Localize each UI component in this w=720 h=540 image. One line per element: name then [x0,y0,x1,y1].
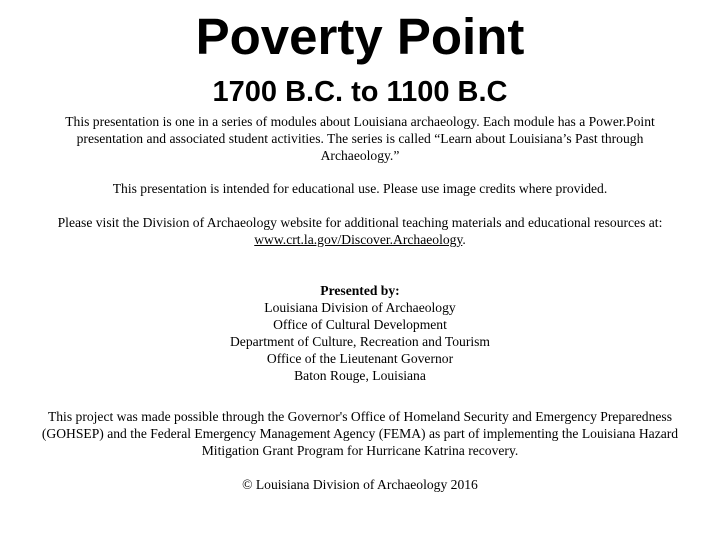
copyright-notice: © Louisiana Division of Archaeology 2016 [242,477,478,492]
website-note-text: Please visit the Division of Archaeology website for additional teaching materials and educational resources at: [57,215,663,230]
website-link[interactable]: www.crt.la.gov/Discover.Archaeology [254,232,463,247]
slide-subtitle: 1700 B.C. to 1100 B.C [212,76,508,108]
presented-by-label: Presented by: [320,283,400,298]
usage-note: This presentation is intended for educational use. Please use image credits where provided. [112,181,608,196]
presented-by-block [40,282,680,384]
slide-title: Poverty Point [195,8,525,65]
presenter-line: Baton Rouge, Louisiana [294,368,426,383]
funding-note: This project was made possible through the Governor's Office of Homeland Security and Emergency Preparedness (GOHSEP) and the Federal Emergency Management Agency (FEMA) as part of implementing the Louisiana Hazard Mitigation Grant Program for Hurricane Katrina recovery. [41,409,679,458]
presenter-line: Louisiana Division of Archaeology [264,300,456,315]
presenter-line: Department of Culture, Recreation and Tourism [229,334,491,349]
website-link-period: . [462,232,466,247]
website-note [40,214,680,248]
intro-paragraph: This presentation is one in a series of modules about Louisiana archaeology. Each module has a Power.Point presentation and associated student activities. The series is called “Learn about Louisiana’s Past through Archaeology.” [65,114,655,163]
presenter-line: Office of Cultural Development [273,317,447,332]
presenter-line: Office of the Lieutenant Governor [266,351,454,366]
